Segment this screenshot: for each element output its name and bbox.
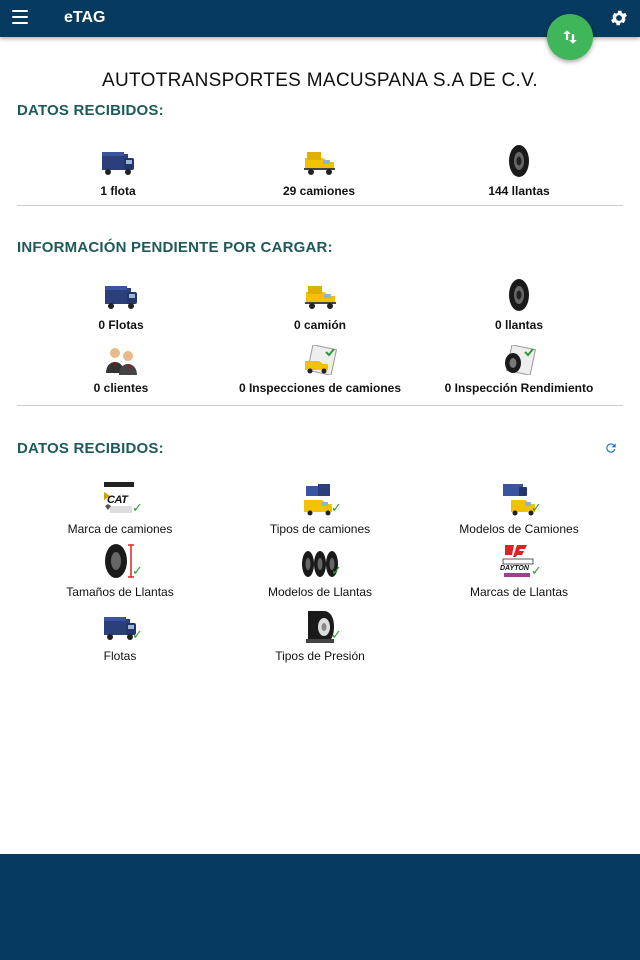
stat-label: 0 Inspección Rendimiento bbox=[444, 381, 594, 395]
app-title: eTAG bbox=[64, 9, 106, 26]
divider bbox=[17, 405, 623, 406]
stat-label: 0 camión bbox=[293, 318, 347, 332]
stat-label: 29 camiones bbox=[282, 184, 356, 198]
tire-icon bbox=[508, 278, 530, 312]
received-title: DATOS RECIBIDOS: bbox=[17, 102, 164, 119]
catalog-tire-models[interactable] bbox=[215, 541, 425, 599]
truck-icon bbox=[302, 282, 338, 312]
stat-label: 0 llantas bbox=[494, 318, 544, 332]
check-icon: ✓ bbox=[531, 563, 542, 578]
app-bar bbox=[0, 0, 640, 37]
check-icon: ✓ bbox=[132, 627, 143, 642]
catalog-tire-brands[interactable] bbox=[414, 541, 624, 599]
truck-icon bbox=[301, 148, 337, 178]
bottom-bar bbox=[0, 854, 640, 960]
catalog-truck-models[interactable] bbox=[414, 478, 624, 536]
catalog-label: Tipos de camiones bbox=[269, 522, 371, 536]
stat-fleets-received bbox=[13, 144, 223, 198]
tire-inspection-icon bbox=[501, 345, 537, 375]
catalog-label: Marcas de Llantas bbox=[469, 585, 569, 599]
check-icon: ✓ bbox=[331, 563, 342, 578]
refresh-icon[interactable] bbox=[604, 441, 618, 455]
swap-vertical-icon bbox=[561, 28, 579, 46]
menu-icon[interactable] bbox=[12, 10, 28, 26]
sync-button[interactable] bbox=[547, 14, 593, 60]
stat-label: 1 flota bbox=[100, 184, 136, 198]
check-icon: ✓ bbox=[132, 500, 143, 515]
check-icon: ✓ bbox=[331, 500, 342, 515]
stat-truck-inspections-pending bbox=[215, 341, 425, 395]
stat-tires-pending bbox=[414, 278, 624, 332]
stat-fleets-pending bbox=[16, 278, 226, 332]
gear-icon[interactable] bbox=[609, 8, 629, 28]
catalog-truck-brands[interactable] bbox=[15, 478, 225, 536]
divider bbox=[17, 205, 623, 206]
truck-inspection-icon bbox=[302, 345, 338, 375]
stat-clients-pending bbox=[16, 341, 226, 395]
stat-tires-received bbox=[414, 144, 624, 198]
tire-icon bbox=[508, 144, 530, 178]
clients-icon bbox=[103, 345, 139, 375]
catalog-label: Marca de camiones bbox=[67, 522, 173, 536]
stat-label: 0 Flotas bbox=[98, 318, 144, 332]
check-icon: ✓ bbox=[331, 627, 342, 642]
stat-label: 144 llantas bbox=[488, 184, 550, 198]
stat-label: 0 clientes bbox=[93, 381, 149, 395]
catalog-label: Modelos de Camiones bbox=[459, 522, 579, 536]
stat-label: 0 Inspecciones de camiones bbox=[238, 381, 402, 395]
company-name: AUTOTRANSPORTES MACUSPANA S.A DE C.V. bbox=[102, 70, 538, 91]
catalog-label: Tipos de Presión bbox=[275, 649, 365, 663]
catalog-label: Tamaños de Llantas bbox=[66, 585, 174, 599]
dayton-logo-text: DAYTON bbox=[500, 565, 529, 572]
catalogs-title: DATOS RECIBIDOS: bbox=[17, 440, 164, 457]
catalog-tire-sizes[interactable] bbox=[15, 541, 225, 599]
pending-title: INFORMACIÓN PENDIENTE POR CARGAR: bbox=[17, 239, 333, 256]
catalog-label: Modelos de Llantas bbox=[267, 585, 373, 599]
stat-trucks-received bbox=[214, 144, 424, 198]
catalog-pressure-types[interactable] bbox=[215, 605, 425, 663]
catalog-fleets[interactable] bbox=[15, 605, 225, 663]
cat-logo-text: CAT bbox=[107, 494, 128, 506]
stat-trucks-pending bbox=[215, 278, 425, 332]
catalog-label: Flotas bbox=[103, 649, 137, 663]
check-icon: ✓ bbox=[531, 500, 542, 515]
fleet-truck-icon bbox=[100, 148, 136, 178]
catalog-truck-types[interactable] bbox=[215, 478, 425, 536]
fleet-truck-icon bbox=[103, 282, 139, 312]
stat-tire-inspections-pending bbox=[414, 341, 624, 395]
check-icon: ✓ bbox=[132, 563, 143, 578]
